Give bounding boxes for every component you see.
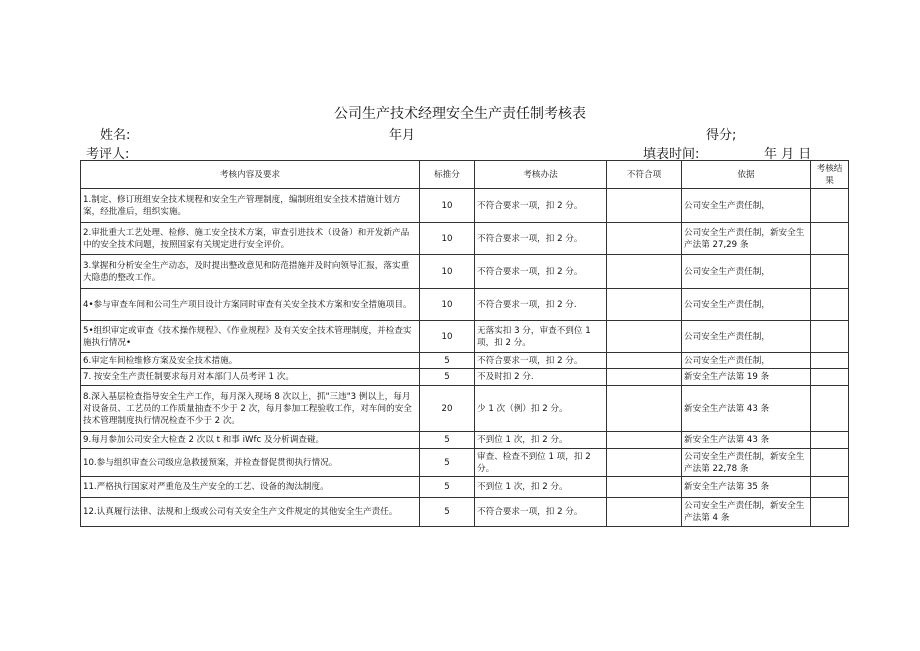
basis-cell: 公司安全生产责任制，新安全生产法第 27,29 条 (682, 223, 811, 255)
header-result: 考核结果 (811, 161, 849, 189)
result-cell (811, 189, 849, 223)
method-cell: 不符合要求一项，扣 2 分。 (475, 223, 607, 255)
content-cell: 9.每月参加公司安全大检查 2 次以 t 和事 iWfc 及分析调查碰。 (81, 432, 420, 449)
content-cell: 8.深入基层检查指导安全生产工作，每月深入现场 8 次以上，抓"三违"3 例以上，每月对设备员、工艺员的工作质量抽查不少于 2 次，每月参加工程验收工作，对车间的安全技术管理制度执行情况检查不少于 2 次。 (81, 386, 420, 432)
basis-cell: 公司安全生产责任制， (682, 255, 811, 289)
standard-score-cell: 5 (420, 498, 475, 527)
basis-cell: 公司安全生产责任制， (682, 189, 811, 223)
noncompliance-cell (607, 386, 682, 432)
evaluator-label: 考评人: (86, 147, 130, 162)
noncompliance-cell (607, 321, 682, 353)
content-cell: 7. 按安全生产责任制要求每月对本部门人员考评 1 次。 (81, 369, 420, 386)
result-cell (811, 498, 849, 527)
basis-cell: 新安全生产法第 19 条 (682, 369, 811, 386)
noncompliance-cell (607, 449, 682, 477)
table-row (81, 477, 849, 498)
table-row (81, 449, 849, 477)
result-cell (811, 223, 849, 255)
result-cell (811, 477, 849, 498)
year-month-label: 年月 (389, 128, 416, 143)
date-label: 年 月 日 (764, 147, 812, 162)
noncompliance-cell (607, 189, 682, 223)
basis-cell: 新安全生产法第 35 条 (682, 477, 811, 498)
result-cell (811, 386, 849, 432)
result-cell (811, 432, 849, 449)
table-row (81, 289, 849, 321)
standard-score-cell: 5 (420, 477, 475, 498)
table-row (81, 353, 849, 369)
method-cell: 不符合要求一项，扣 2 分. (475, 289, 607, 321)
table-row (81, 321, 849, 353)
content-cell: 10.参与组织审查公司级应急救援预案，并检查督促贯彻执行情况。 (81, 449, 420, 477)
content-cell: 5•组织审定或审查《技术操作规程》、《作业规程》及有关安全技术管理制度，并检查实施执行情况• (81, 321, 420, 353)
method-cell: 不符合要求一项，扣 2 分。 (475, 189, 607, 223)
standard-score-cell: 5 (420, 432, 475, 449)
table-row (81, 369, 849, 386)
header-basis: 依据 (682, 161, 811, 189)
noncompliance-cell (607, 223, 682, 255)
score-label: 得分; (706, 128, 737, 143)
assessment-table (80, 160, 849, 527)
method-cell: 不到位 1 次，扣 2 分。 (475, 477, 607, 498)
noncompliance-cell (607, 353, 682, 369)
noncompliance-cell (607, 289, 682, 321)
table-row (81, 255, 849, 289)
basis-cell: 新安全生产法第 43 条 (682, 386, 811, 432)
method-cell: 无落实扣 3 分，审查不到位 1 项，扣 2 分。 (475, 321, 607, 353)
standard-score-cell: 10 (420, 223, 475, 255)
content-cell: 2.审批重大工艺处理、检修、施工安全技术方案，审查引进技术（设备）和开发新产品中的安全技术问题，按照国家有关规定进行安全评价。 (81, 223, 420, 255)
method-cell: 不符合要求一项，扣 2 分。 (475, 353, 607, 369)
noncompliance-cell (607, 369, 682, 386)
result-cell (811, 289, 849, 321)
noncompliance-cell (607, 498, 682, 527)
table-row (81, 432, 849, 449)
method-cell: 不符合要求一项，扣 2 分。 (475, 498, 607, 527)
result-cell (811, 369, 849, 386)
content-cell: 1.制定、修订班组安全技术规程和安全生产管理制度，编制班组安全技术措施计划方案，经批准后，组织实施。 (81, 189, 420, 223)
header-standard-score: 标推分 (420, 161, 475, 189)
table-row (81, 189, 849, 223)
standard-score-cell: 10 (420, 255, 475, 289)
standard-score-cell: 10 (420, 321, 475, 353)
standard-score-cell: 10 (420, 189, 475, 223)
content-cell: 3.掌握和分析安全生产动态，及时提出整改意见和防范措施并及时向领导汇报，落实重大隐患的整改工作。 (81, 255, 420, 289)
standard-score-cell: 10 (420, 289, 475, 321)
basis-cell: 公司安全生产责任制， (682, 353, 811, 369)
noncompliance-cell (607, 255, 682, 289)
content-cell: 12.认真履行法律、法规和上级或公司有关安全生产文件规定的其他安全生产责任。 (81, 498, 420, 527)
fill-time-label: 填表时间: (643, 147, 700, 162)
method-cell: 审查、检查不到位 1 项，扣 2 分。 (475, 449, 607, 477)
result-cell (811, 321, 849, 353)
result-cell (811, 255, 849, 289)
basis-cell: 公司安全生产责任制，新安全生产法第 22,78 条 (682, 449, 811, 477)
content-cell: 11.严格执行国家对严重危及生产安全的工艺、设备的淘汰制度。 (81, 477, 420, 498)
basis-cell: 公司安全生产责任制，新安全生产法第 4 条 (682, 498, 811, 527)
header-noncompliance: 不符合项 (607, 161, 682, 189)
noncompliance-cell (607, 432, 682, 449)
method-cell: 不到位 1 次，扣 2 分。 (475, 432, 607, 449)
content-cell: 6.审定车间检维修方案及安全技术措施。 (81, 353, 420, 369)
method-cell: 不及时扣 2 分. (475, 369, 607, 386)
content-cell: 4•参与审查车间和公司生产项目设计方案同时审查有关安全技术方案和安全措施项目。 (81, 289, 420, 321)
basis-cell: 公司安全生产责任制， (682, 321, 811, 353)
standard-score-cell: 5 (420, 353, 475, 369)
standard-score-cell: 20 (420, 386, 475, 432)
basis-cell: 公司安全生产责任制， (682, 289, 811, 321)
header-content: 考核内容及要求 (81, 161, 420, 189)
method-cell: 少 1 次（例）扣 2 分。 (475, 386, 607, 432)
table-row (81, 386, 849, 432)
name-label: 姓名: (100, 128, 131, 143)
table-row (81, 498, 849, 527)
result-cell (811, 449, 849, 477)
result-cell (811, 353, 849, 369)
noncompliance-cell (607, 477, 682, 498)
form-title: 公司生产技术经理安全生产责任制考核表 (334, 106, 586, 122)
method-cell: 不符合要求一项，扣 2 分。 (475, 255, 607, 289)
table-header-row (81, 161, 849, 189)
standard-score-cell: 5 (420, 369, 475, 386)
table-row (81, 223, 849, 255)
header-method: 考核办法 (475, 161, 607, 189)
standard-score-cell: 5 (420, 449, 475, 477)
basis-cell: 新安全生产法第 43 条 (682, 432, 811, 449)
